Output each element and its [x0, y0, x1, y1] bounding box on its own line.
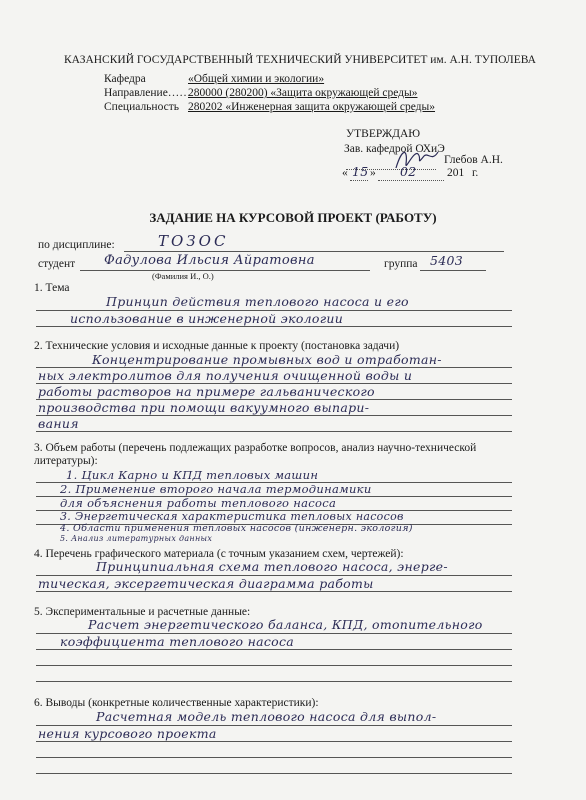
- discipline-value: ТОЗОС: [158, 232, 229, 250]
- direction-value: 280000 (280200) «Защита окружающей среды»: [188, 87, 418, 99]
- date-year: 201: [447, 167, 465, 179]
- date-close-quote: »: [370, 167, 376, 179]
- group-value: 5403: [430, 253, 464, 268]
- approval-heading: УТВЕРЖДАЮ: [346, 128, 421, 140]
- section-2-line-2: ных электролитов для получения очищенной воды и: [38, 368, 413, 383]
- section-2-line-1: Концентрирование промывных вод и отработан-: [92, 352, 442, 367]
- section-6-label: 6. Выводы (конкретные количественные характеристики):: [34, 697, 319, 709]
- section-5-line-2: коэффициента теплового насоса: [60, 634, 295, 649]
- section-4-line-2: тическая, эксергетическая диаграмма работы: [38, 576, 374, 591]
- direction-label: Направление……: [104, 87, 191, 99]
- section-2-line-4: производства при помощи вакуумного выпари-: [38, 400, 370, 415]
- student-value: Фадулова Ильсия Айратовна: [104, 253, 315, 268]
- approval-name: Глебов А.Н.: [444, 154, 503, 166]
- university-name: КАЗАНСКИЙ ГОСУДАРСТВЕННЫЙ ТЕХНИЧЕСКИЙ УНИВЕРСИТЕТ им. А.Н. ТУПОЛЕВА: [64, 54, 536, 66]
- student-hint: (Фамилия И., О.): [152, 271, 214, 281]
- section-3-line-2: 2. Применение второго начала термодинамики: [60, 482, 372, 496]
- date-year-suffix: г.: [472, 167, 479, 179]
- section-5-line-1: Расчет энергетического баланса, КПД, отопительного: [88, 617, 483, 632]
- discipline-label: по дисциплине:: [38, 239, 115, 251]
- section-3-label-2: литературы):: [34, 455, 98, 467]
- department-label: Кафедра: [104, 73, 146, 85]
- rule: [36, 741, 512, 742]
- rule: [36, 591, 512, 592]
- section-3-line-5: 4. Области применения тепловых насосов (инженерн. экология): [60, 523, 413, 534]
- specialty-label: Специальность: [104, 101, 179, 113]
- rule: [36, 757, 512, 758]
- rule: [36, 415, 512, 416]
- rule: [36, 665, 512, 666]
- date-month: 02: [400, 164, 417, 179]
- section-1-label: 1. Тема: [34, 282, 70, 294]
- section-6-line-2: нения курсового проекта: [38, 726, 217, 741]
- section-5-label: 5. Экспериментальные и расчетные данные:: [34, 606, 251, 618]
- date-day: 15: [352, 164, 369, 179]
- section-4-label: 4. Перечень графического материала (с точным указанием схем, чертежей):: [34, 548, 404, 560]
- page-title: ЗАДАНИЕ НА КУРСОВОЙ ПРОЕКТ (РАБОТУ): [149, 210, 437, 225]
- section-1-line-1: Принцип действия теплового насоса и его: [106, 294, 409, 309]
- rule: [36, 326, 512, 327]
- date-month-line: [378, 180, 444, 181]
- rule: [36, 773, 512, 774]
- approval-head: Зав. кафедрой ОХиЭ: [344, 143, 445, 155]
- section-3-line-1: 1. Цикл Карно и КПД тепловых машин: [66, 468, 319, 482]
- section-3-line-4: 3. Энергетическая характеристика тепловых насосов: [60, 510, 404, 523]
- section-2-line-3: работы растворов на примере гальванического: [38, 384, 375, 399]
- section-3-line-6: 5. Анализ литературных данных: [60, 534, 213, 543]
- group-line: [420, 270, 486, 271]
- date-day-line: [350, 180, 368, 181]
- section-3-label-1: 3. Объем работы (перечень подлежащих разработке вопросов, анализ научно-технической: [34, 442, 477, 454]
- section-2-line-5: вания: [38, 416, 79, 431]
- group-label: группа: [384, 258, 418, 270]
- rule: [36, 681, 512, 682]
- department-value: «Общей химии и экологии»: [188, 73, 325, 85]
- section-2-label: 2. Технические условия и исходные данные к проекту (постановка задачи): [34, 340, 400, 352]
- section-1-line-2: использование в инженерной экологии: [70, 311, 344, 326]
- date-open-quote: «: [342, 167, 348, 179]
- section-6-line-1: Расчетная модель теплового насоса для выпол-: [96, 709, 437, 724]
- student-label: студент: [38, 258, 76, 270]
- student-line: [80, 270, 370, 271]
- specialty-value: 280202 «Инженерная защита окружающей среды»: [188, 101, 436, 113]
- section-3-line-3: для объяснения работы теплового насоса: [60, 496, 337, 510]
- discipline-line: [124, 251, 504, 252]
- rule: [36, 649, 512, 650]
- section-4-line-1: Принципиальная схема теплового насоса, энерге-: [96, 559, 448, 574]
- rule: [36, 431, 512, 432]
